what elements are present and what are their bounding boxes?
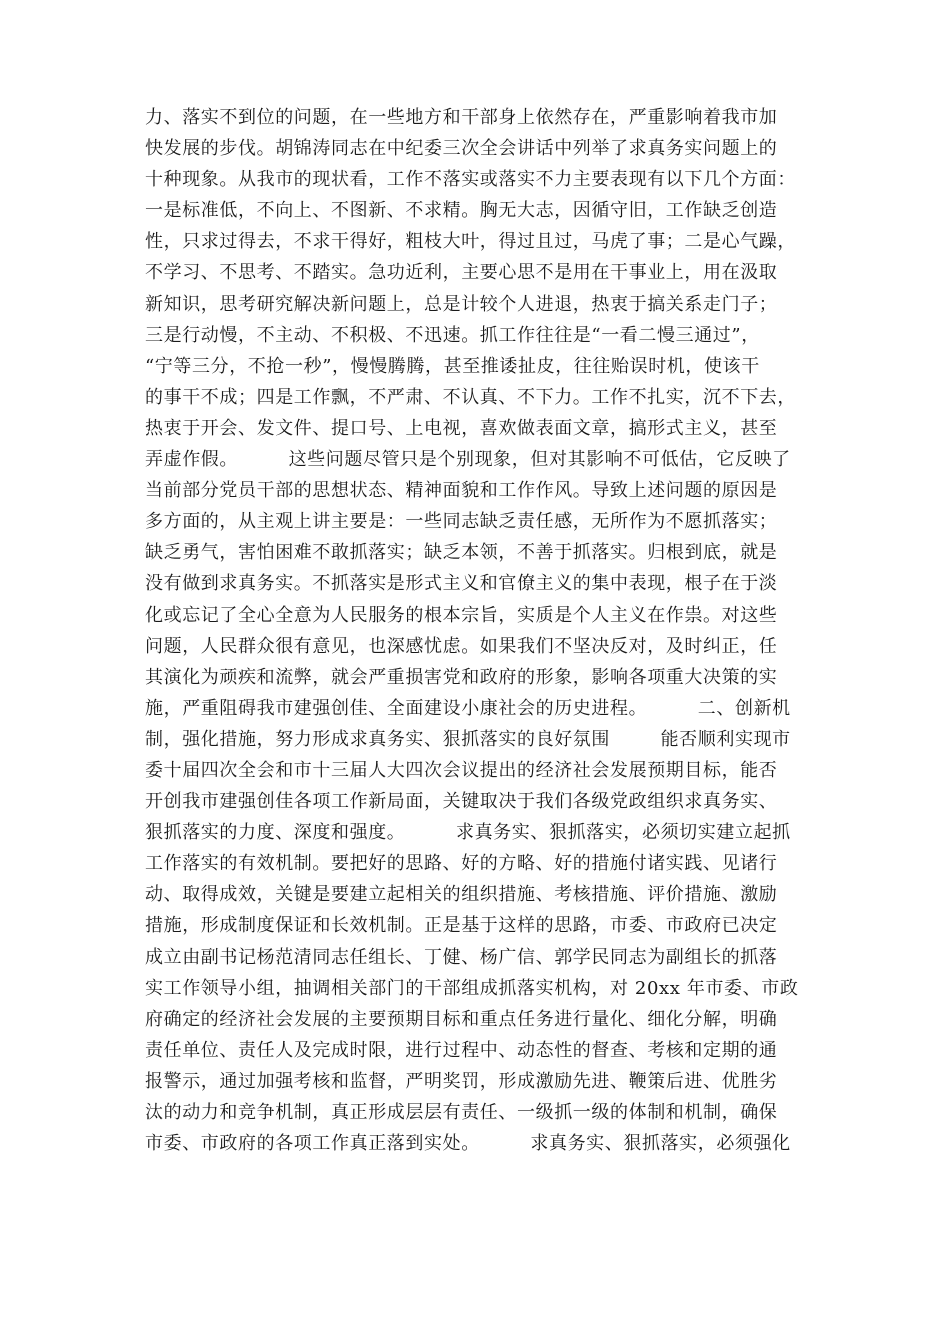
text-line: 不学习、不思考、不踏实。急功近利，主要心思不是用在干事业上，用在汲取 [145, 262, 778, 284]
text-line: 缺乏勇气，害怕困难不敢抓落实；缺乏本领，不善于抓落实。归根到底，就是 [145, 542, 778, 564]
text-line: 其演化为顽疾和流弊，就会严重损害党和政府的形象，影响各项重大决策的实 [145, 666, 778, 688]
text-line: 没有做到求真务实。不抓落实是形式主义和官僚主义的集中表现，根子在于淡 [145, 573, 778, 595]
text-line: 开创我市建强创佳各项工作新局面，关键取决于我们各级党政组织求真务实、 [145, 791, 778, 813]
text-line: 十种现象。从我市的现状看，工作不落实或落实不力主要表现有以下几个方面： [145, 169, 796, 191]
text-line: 的事干不成；四是工作飘，不严肃、不认真、不下力。工作不扎实，沉不下去， [145, 386, 796, 408]
text-line: 府确定的经济社会发展的主要预期目标和重点任务进行量化、细化分解，明确 [145, 1008, 778, 1030]
text-line: 热衷于开会、发文件、提口号、上电视，喜欢做表面文章，搞形式主义，甚至 [145, 417, 778, 439]
text-line: 责任单位、责任人及完成时限，进行过程中、动态性的督查、考核和定期的通 [145, 1039, 778, 1061]
document-body [145, 102, 815, 1159]
text-line: 问题，人民群众很有意见，也深感忧虑。如果我们不坚决反对，及时纠正，任 [145, 635, 778, 657]
text-line: 快发展的步伐。胡锦涛同志在中纪委三次全会讲话中列举了求真务实问题上的 [145, 138, 778, 160]
text-line: 当前部分党员干部的思想状态、精神面貌和工作作风。导致上述问题的原因是 [145, 480, 778, 502]
text-line: 委十届四次全会和市十三届人大四次会议提出的经济社会发展预期目标，能否 [145, 759, 778, 781]
text-line: 化或忘记了全心全意为人民服务的根本宗旨，实质是个人主义在作祟。对这些 [145, 604, 778, 626]
text-line: 动、取得成效，关键是要建立起相关的组织措施、考核措施、评价措施、激励 [145, 884, 778, 906]
text-line: 工作落实的有效机制。要把好的思路、好的方略、好的措施付诸实践、见诸行 [145, 853, 778, 875]
text-line: 三是行动慢，不主动、不积极、不迅速。抓工作往往是“一看二慢三通过”， [145, 324, 760, 346]
text-line: 实工作领导小组，抽调相关部门的干部组成抓落实机构，对 20xx 年市委、市政 [145, 977, 799, 999]
text-line: 狠抓落实的力度、深度和强度。 求真务实、狠抓落实，必须切实建立起抓 [145, 822, 791, 844]
text-line: 多方面的，从主观上讲主要是：一些同志缺乏责任感，无所作为不愿抓落实； [145, 511, 778, 533]
text-line: 一是标准低，不向上、不图新、不求精。胸无大志，因循守旧，工作缺乏创造 [145, 200, 778, 222]
text-line: 力、落实不到位的问题，在一些地方和干部身上依然存在，严重影响着我市加 [145, 107, 778, 128]
text-line: 制，强化措施，努力形成求真务实、狠抓落实的良好氛围 能否顺利实现市 [145, 728, 791, 750]
text-line: 措施，形成制度保证和长效机制。正是基于这样的思路，市委、市政府已决定 [145, 915, 778, 937]
text-line: 性，只求过得去，不求干得好，粗枝大叶，得过且过，马虎了事；二是心气躁， [145, 231, 796, 253]
text-line: 报警示，通过加强考核和监督，严明奖罚，形成激励先进、鞭策后进、优胜劣 [145, 1070, 778, 1092]
text-line: 新知识，思考研究解决新问题上，总是计较个人进退，热衷于搞关系走门子； [145, 293, 778, 315]
text-line: 施，严重阻碍我市建强创佳、全面建设小康社会的历史进程。 二、创新机 [145, 697, 791, 719]
text-line: 市委、市政府的各项工作真正落到实处。 求真务实、狠抓落实，必须强化 [145, 1133, 791, 1155]
text-line: “宁等三分，不抢一秒”，慢慢腾腾，甚至推诿扯皮，往往贻误时机，使该干 [145, 355, 760, 377]
text-line: 弄虚作假。 这些问题尽管只是个别现象，但对其影响不可低估，它反映了 [145, 449, 791, 471]
text-line: 成立由副书记杨范清同志任组长、丁健、杨广信、郭学民同志为副组长的抓落 [145, 946, 778, 968]
text-line: 汰的动力和竞争机制，真正形成层层有责任、一级抓一级的体制和机制，确保 [145, 1102, 778, 1123]
